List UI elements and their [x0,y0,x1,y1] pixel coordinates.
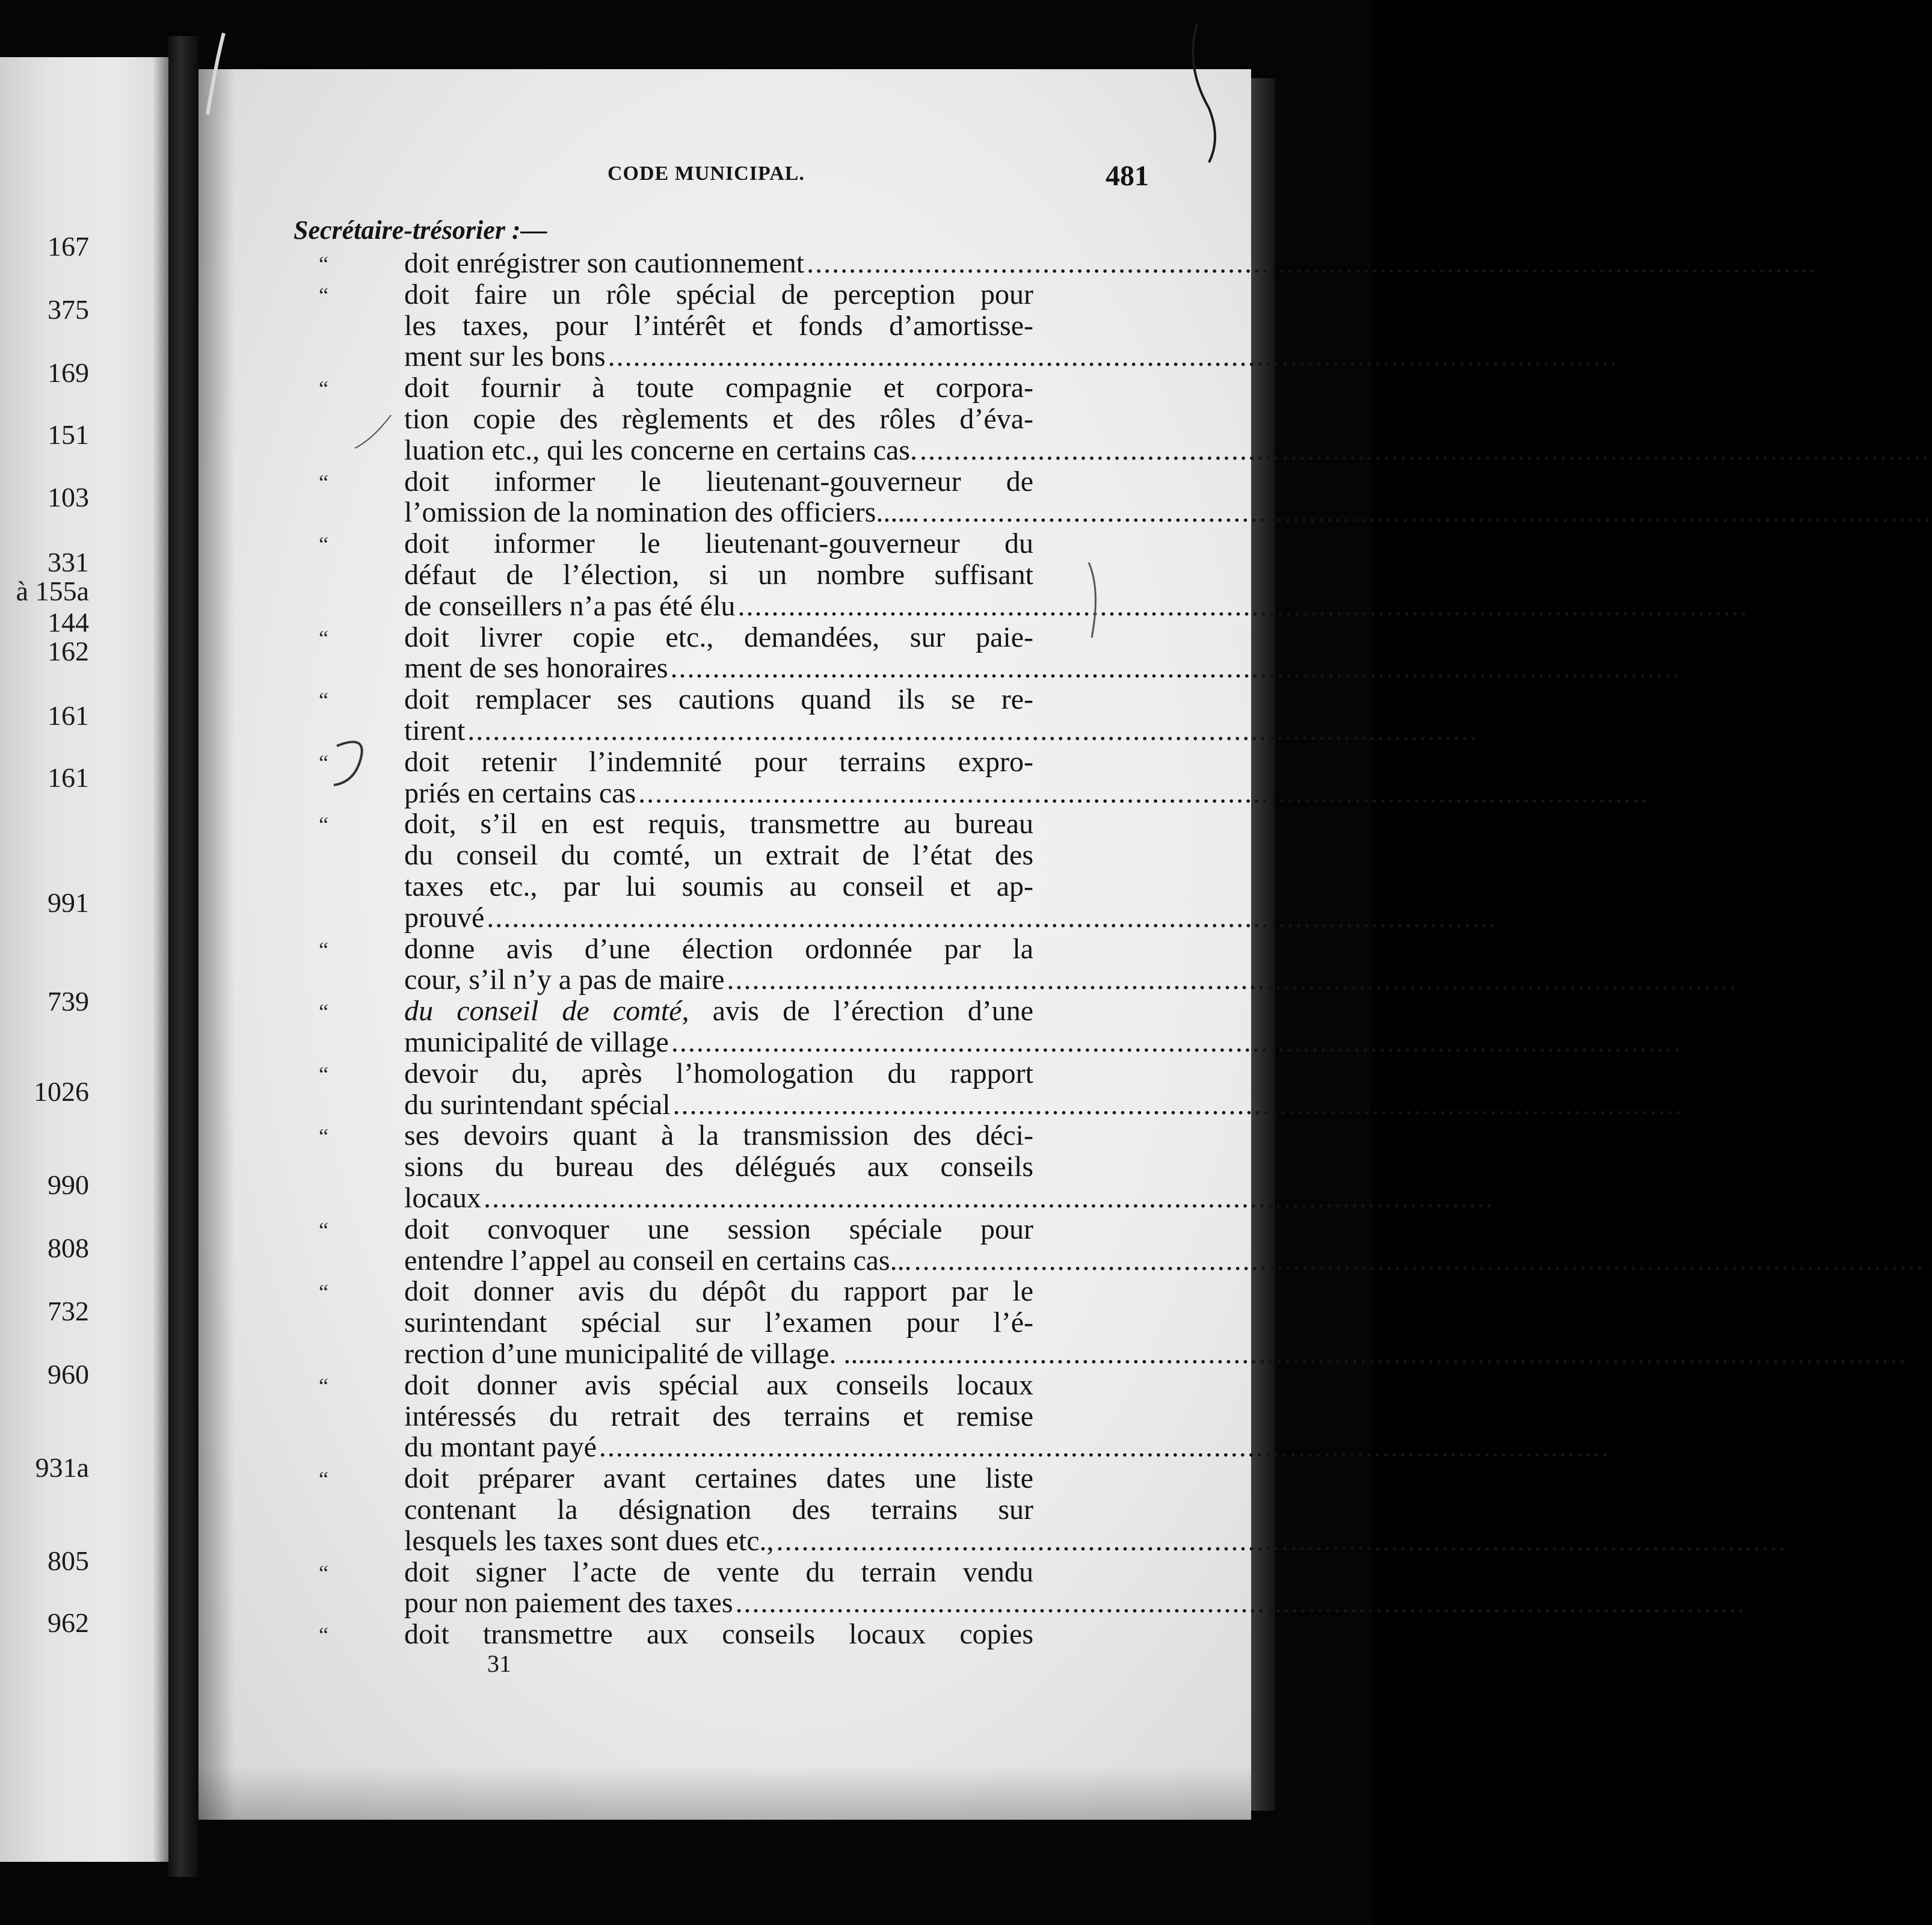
entry-text: prouvé [404,901,485,934]
left-page-number: 805 [48,1545,89,1576]
signature-mark: 31 [487,1650,511,1677]
entry-line [404,404,1033,435]
dot-leader: ........................................................................................................................ [672,1088,1684,1121]
entry-line [404,684,1033,715]
entry-text: doit enrégistrer son cautionnement [404,247,805,279]
left-page-number: 161 [48,700,89,731]
entry-text: doit retenir l’indemnité pour terrains expro- [404,745,1033,778]
ditto-mark: “ [319,813,328,837]
ditto-mark: “ [319,1373,328,1398]
entry-line [404,434,1930,466]
left-page-number: 103 [48,482,89,513]
entry-text: intéressés du retrait des terrains et remise [404,1400,1033,1432]
entry-text: ses devoirs quant à la transmission des déci- [404,1120,1033,1152]
entry-text: les taxes, pour l’intérêt et fonds d’amortisse- [404,309,1033,342]
dot-leader: ........................................................................................................................ [671,1026,1682,1058]
entry-text: doit informer le lieutenant-gouverneur du [404,528,1033,560]
ditto-mark: “ [319,1000,328,1024]
dot-leader: ........................................................................................................................ [914,1244,1925,1277]
entry-line [404,1524,1787,1557]
entry-text: doit fournir à toute compagnie et corpora- [404,372,1033,404]
dot-leader: ........................................................................................................................ [919,434,1930,466]
dot-leader: ........................................................................................................................ [737,590,1749,622]
entry-line [404,1557,1033,1588]
entry-text: entendre l’appel au conseil en certains cas... [404,1244,912,1277]
entry-line [404,1431,1610,1464]
entry-line [404,1338,1907,1370]
entry-text: lesquels les taxes sont dues etc., [404,1524,774,1557]
entry-line [404,496,1932,529]
entry-text: défaut de l’élection, si un nombre suffisant [404,559,1033,591]
entry-text: du surintendant spécial [404,1088,671,1121]
dot-leader: ........................................................................................................................ [608,340,1619,373]
entry-line [404,934,1033,965]
ditto-mark: “ [319,688,328,713]
entry-line [404,590,1749,622]
ditto-mark: “ [319,1280,328,1305]
entry-line [404,715,1478,747]
entry-line [404,996,1033,1027]
entry-line [404,466,1033,497]
ditto-mark: “ [319,1560,328,1585]
entry-line [404,1120,1033,1151]
entry-line [404,310,1033,342]
entry-text: donne avis d’une élection ordonnée par la [404,932,1033,965]
dot-leader: ........................................................................................................................ [483,1182,1494,1214]
dot-leader: ........................................................................................................................ [467,715,1478,747]
ditto-mark: “ [319,1062,328,1086]
left-page-number: 162 [48,636,89,667]
entry-text: du montant payé [404,1431,597,1464]
page-number: 481 [1106,160,1149,192]
entry-line [404,871,1033,902]
entry-text: l’omission de la nomination des officiers...... [404,496,920,529]
entry-line [404,1587,1746,1619]
left-page-number: 962 [48,1607,89,1638]
entry-line [404,1401,1033,1432]
entry-line [404,1619,1033,1650]
entry-line [404,808,1033,840]
left-page-number: 808 [48,1233,89,1263]
entry-text: devoir du, après l’homologation du rapport [404,1057,1033,1089]
dot-leader: ........................................................................................................................ [487,901,1498,934]
entry-line [404,1276,1033,1307]
entry-text: locaux [404,1182,481,1214]
entry-text: tirent [404,715,466,747]
entry-line [404,1214,1033,1245]
entry-text: du conseil de comté, avis de l’érection d’une [404,995,1033,1027]
entry-line [404,1058,1033,1089]
entry-line [404,372,1033,404]
left-page-fragment [0,57,168,1862]
ditto-mark: “ [319,1467,328,1492]
entry-line [404,747,1033,778]
entry-line [404,1151,1033,1183]
left-page-number: 375 [48,294,89,325]
left-page-number: 144 [48,607,89,638]
entry-line [404,622,1033,653]
entry-text: doit transmettre aux conseils locaux copies [404,1618,1033,1651]
dot-leader: ........................................................................................................................ [638,777,1649,809]
ditto-mark: “ [319,1623,328,1648]
entry-line [404,1370,1033,1401]
ditto-mark: “ [319,1124,328,1149]
entry-text: doit livrer copie etc., demandées, sur paie- [404,621,1033,653]
entry-line [404,840,1033,871]
entry-text: sions du bureau des délégués aux conseils [404,1151,1033,1183]
left-page-number: 151 [48,419,89,450]
entry-text: municipalité de village [404,1026,669,1058]
left-page-number: 732 [48,1296,89,1326]
ditto-mark: “ [319,1218,328,1242]
left-page-number: 169 [48,357,89,388]
entry-text: surintendant spécial sur l’examen pour l’é- [404,1307,1033,1339]
entry-line [404,559,1033,591]
entry-line [404,247,1818,279]
running-head: CODE MUNICIPAL. [608,162,805,185]
dot-leader: ........................................................................................................................ [776,1524,1787,1557]
entry-line [404,1307,1033,1338]
entry-text: pour non paiement des taxes [404,1587,733,1619]
entry-text: ment sur les bons [404,340,606,373]
entry-text: rection d’une municipalité de village. ....... [404,1338,894,1370]
left-page-number: 990 [48,1169,89,1200]
entry-line [404,1244,1925,1277]
entry-text: doit faire un rôle spécial de perception pour [404,278,1033,310]
entry-line [404,1182,1494,1214]
entry-text: doit remplacer ses cautions quand ils se re- [404,683,1033,716]
entry-text: doit donner avis du dépôt du rapport par le [404,1275,1033,1308]
book-gutter [168,36,198,1877]
entry-text: doit signer l’acte de vente du terrain vendu [404,1556,1033,1588]
ditto-mark: “ [319,283,328,307]
ditto-mark: “ [319,626,328,650]
left-page-number: 1026 [34,1076,89,1107]
dot-leader: ........................................................................................................................ [727,964,1738,996]
entry-text: ment de ses honoraires [404,652,668,685]
entry-line [404,1463,1033,1494]
entry-text: tion copie des règlements et des rôles d’éva- [404,403,1033,435]
entry-text: doit préparer avant certaines dates une liste [404,1462,1033,1495]
entry-text: doit, s’il en est requis, transmettre au bureau [404,808,1033,840]
dot-leader: ........................................................................................................................ [896,1338,1907,1370]
entry-line [404,1088,1684,1121]
entry-text: priés en certains cas [404,777,636,809]
left-page-number: 960 [48,1359,89,1390]
ditto-mark: “ [319,937,328,962]
ditto-mark: “ [319,470,328,494]
ditto-mark: “ [319,252,328,276]
entry-line [404,279,1033,310]
entry-text: luation etc., qui les concerne en certains cas. [404,434,917,466]
dot-leader: ........................................................................................................................ [807,247,1818,279]
entry-text: cour, s’il n’y a pas de maire [404,964,725,996]
entry-text: du conseil du comté, un extrait de l’état des [404,839,1033,872]
left-page-number: 739 [48,986,89,1017]
left-page-number: 167 [48,231,89,262]
ditto-mark: “ [319,750,328,775]
left-page-number: à 155a [16,576,89,606]
entry-line [404,528,1033,559]
entry-line [404,1494,1033,1526]
left-page-number: 331 [48,547,89,578]
dot-leader: ........................................................................................................................ [670,652,1681,685]
entry-text: taxes etc., par lui soumis au conseil et ap- [404,870,1033,902]
entry-text: contenant la désignation des terrains sur [404,1494,1033,1526]
entry-text: doit convoquer une session spéciale pour [404,1213,1033,1245]
entry-text: de conseillers n’a pas été élu [404,590,736,622]
entry-line [404,340,1619,373]
ditto-mark: “ [319,377,328,401]
entry-text: doit informer le lieutenant-gouverneur de [404,465,1033,497]
left-page-number: 931a [35,1452,89,1483]
dot-leader: ........................................................................................................................ [921,496,1932,529]
entry-line [404,652,1681,685]
entry-line [404,777,1649,809]
dot-leader: ........................................................................................................................ [735,1587,1746,1619]
index-heading: Secrétaire-trésorier :— [294,215,547,245]
left-page-number: 161 [48,762,89,793]
dot-leader: ........................................................................................................................ [598,1431,1610,1464]
ditto-mark: “ [319,532,328,557]
entry-line [404,901,1498,934]
entry-line [404,964,1738,996]
left-page-number: 991 [48,887,89,918]
entry-text: doit donner avis spécial aux conseils locaux [404,1369,1033,1401]
entry-line [404,1026,1682,1058]
